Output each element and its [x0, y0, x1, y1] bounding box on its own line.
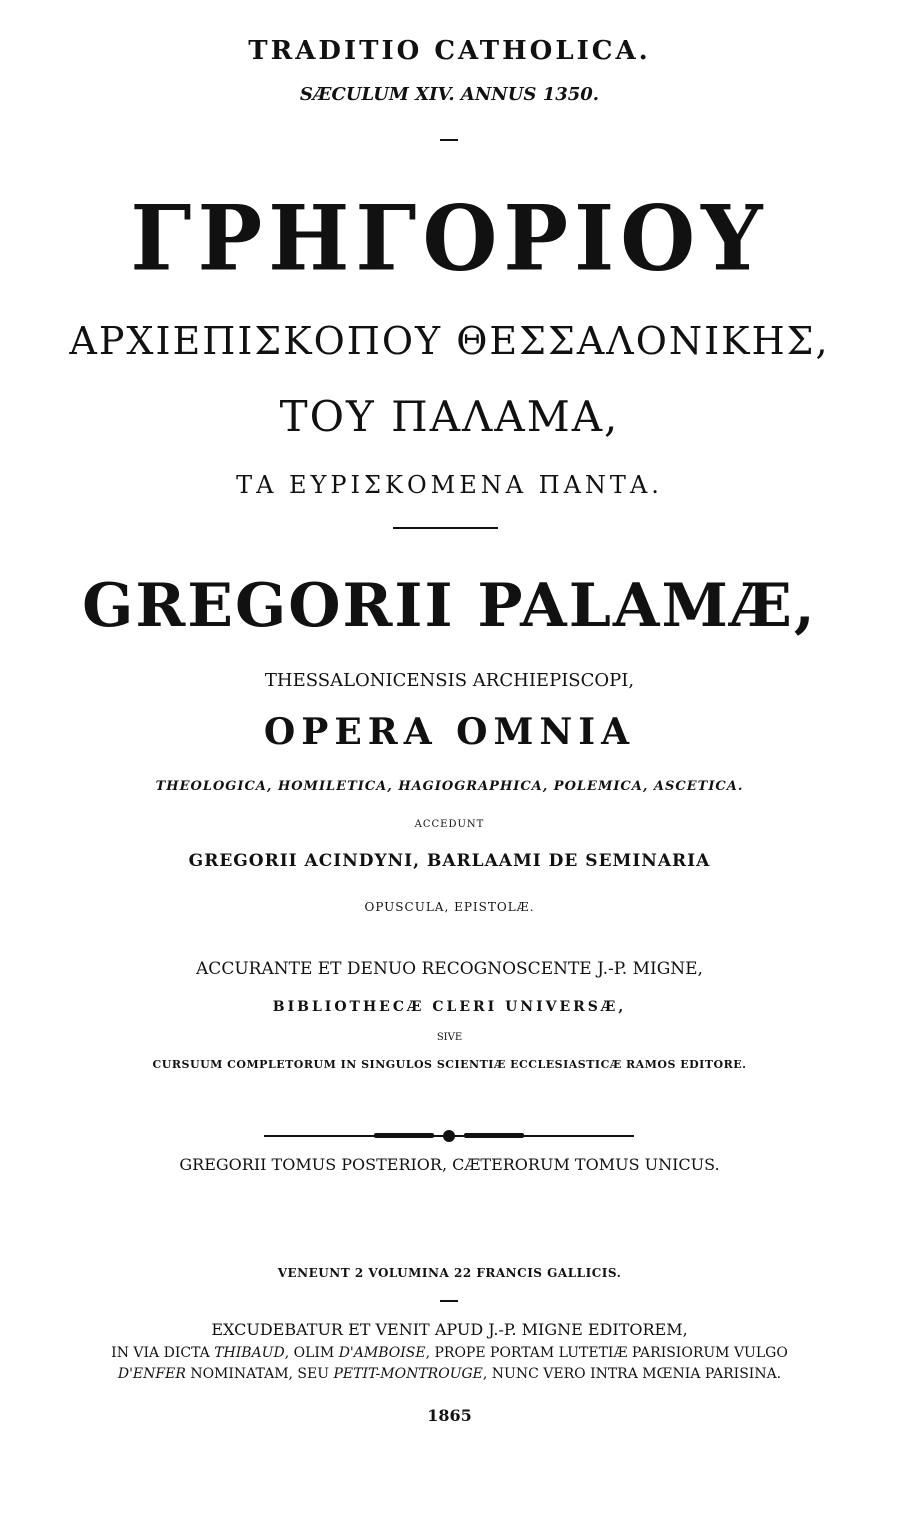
- greek-archbishop-line: ΑΡΧΙΕΠΙΣΚΟΠΟΥ ΘΕΣΣΑΛΟΝΙΚΗΣ,: [69, 319, 830, 363]
- imprint-gate-name: D'ENFER: [117, 1366, 186, 1382]
- greek-works-line: ΤΑ ΕΥΡΙΣΚΟΜΕΝΑ ΠΑΝΤΑ.: [236, 471, 663, 499]
- ornamental-divider: [264, 1128, 634, 1144]
- imprint-former-name: D'AMBOISE: [338, 1345, 426, 1361]
- additional-authors-line: GREGORII ACINDYNI, BARLAAMI DE SEMINARIA: [188, 851, 711, 871]
- imprint-line-3-d: , NUNC VERO INTRA MŒNIA PARISINA.: [482, 1366, 782, 1382]
- imprint-line-2-a: IN VIA DICTA: [111, 1345, 215, 1361]
- opuscula-line: OPUSCULA, EPISTOLÆ.: [364, 900, 535, 914]
- imprint-year: 1865: [427, 1406, 472, 1425]
- imprint-line-3-b: NOMINATAM, SEU: [185, 1366, 334, 1382]
- series-subtitle: SÆCULUM XIV. ANNUS 1350.: [299, 84, 600, 105]
- series-title: TRADITIO CATHOLICA.: [248, 36, 651, 66]
- volume-note: GREGORII TOMUS POSTERIOR, CÆTERORUM TOMUS UNICUS.: [179, 1155, 720, 1174]
- greek-palama-line: ΤΟΥ ΠΑΛΑΜΑ,: [279, 392, 620, 441]
- divider-medium: [393, 527, 498, 529]
- imprint-line-1: EXCUDEBATUR ET VENIT APUD J.-P. MIGNE EDITOREM,: [211, 1320, 688, 1339]
- editor-line-2: BIBLIOTHECÆ CLERI UNIVERSÆ,: [272, 999, 627, 1015]
- genres-line: THEOLOGICA, HOMILETICA, HAGIOGRAPHICA, POLEMICA, ASCETICA.: [155, 779, 744, 794]
- imprint-line-3: [0, 1367, 899, 1381]
- price-line: VENEUNT 2 VOLUMINA 22 FRANCIS GALLICIS.: [277, 1266, 622, 1280]
- latin-archbishop-line: THESSALONICENSIS ARCHIEPISCOPI,: [264, 670, 635, 691]
- greek-author-name: ΓΡΗΓΟΡΙΟΥ: [130, 185, 769, 292]
- opera-omnia: OPERA OMNIA: [263, 711, 636, 753]
- divider-short-2: [440, 1300, 458, 1302]
- imprint-line-2: [0, 1346, 899, 1360]
- editor-line-3: SIVE: [436, 1032, 463, 1043]
- divider-short-1: [440, 139, 458, 141]
- editor-line-1: ACCURANTE ET DENUO RECOGNOSCENTE J.-P. MIGNE,: [196, 959, 703, 979]
- editor-line-4: CURSUUM COMPLETORUM IN SINGULOS SCIENTIÆ ECCLESIASTICÆ RAMOS EDITORE.: [152, 1058, 747, 1071]
- accedunt-label: ACCEDUNT: [414, 819, 485, 830]
- latin-author-name: GREGORII PALAMÆ,: [82, 571, 817, 641]
- imprint-line-2-e: , PROPE PORTAM LUTETIÆ PARISIORUM VULGO: [425, 1345, 788, 1361]
- imprint-street-name: THIBAUD: [214, 1345, 285, 1361]
- imprint-line-2-c: , OLIM: [284, 1345, 339, 1361]
- imprint-district-name: PETIT-MONTROUGE: [333, 1366, 483, 1382]
